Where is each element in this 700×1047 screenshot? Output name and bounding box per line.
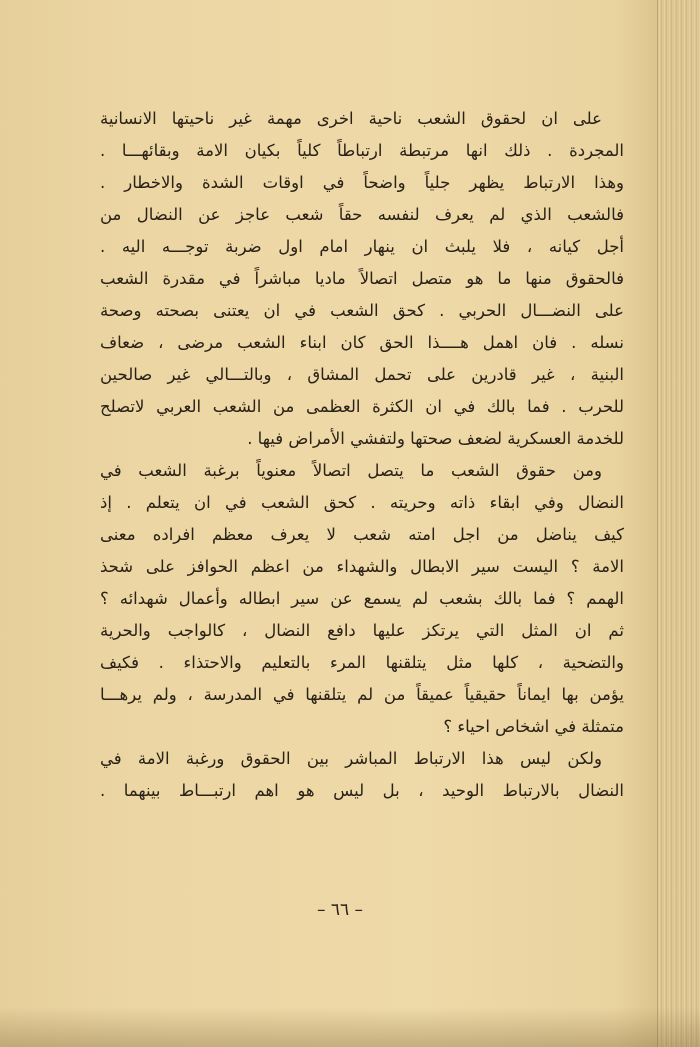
paragraph-3 — [100, 743, 624, 807]
text-line: على النضـــال الحربي . كحق الشعب في ان يعتنى بصحته وصحة — [100, 301, 624, 320]
text-line: النضال بالارتباط الوحيد ، بل ليس هو اهم ارتبـــاط بينهما . — [100, 781, 624, 800]
paragraph-1 — [100, 103, 624, 455]
text-line: للخدمة العسكرية لضعف صحتها ولتفشي الأمراض فيها . — [247, 429, 624, 448]
text-line: الهمم ؟ فما بالك بشعب لم يسمع عن سير ابطاله وأعمال شهدائه ؟ — [100, 589, 624, 608]
text-line: ولكن ليس هذا الارتباط المباشر بين الحقوق ورغبة الامة في — [100, 749, 602, 768]
text-line: المجردة . ذلك انها مرتبطة ارتباطاً كلياً بكيان الامة وبقائهـــا . — [100, 141, 624, 160]
text-line: النضال وفي ابقاء ذاته وحريته . كحق الشعب في ان يتعلم . إذ — [100, 493, 624, 512]
text-line: فالحقوق منها ما هو متصل اتصالاً ماديا مباشراً في مقدرة الشعب — [100, 269, 624, 288]
text-line: كيف يناضل من اجل امته شعب لا يعرف معظم افراده معنى — [100, 525, 624, 544]
text-line: الامة ؟ اليست سير الابطال والشهداء من اعظم الحوافز على شحذ — [100, 557, 624, 576]
text-line: على ان لحقوق الشعب ناحية اخرى مهمة غير ناحيتها الانسانية — [100, 109, 602, 128]
body-text — [100, 103, 624, 807]
text-line: نسله . فان اهمل هــــذا الحق كان ابناء الشعب مرضى ، ضعاف — [100, 333, 624, 352]
text-line: وهذا الارتباط يظهر جلياً واضحاً في اوقات الشدة والاخطار . — [100, 173, 624, 192]
text-line: والتضحية ، كلها مثل يتلقنها المرء بالتعليم والاحتذاء . فكيف — [100, 653, 624, 672]
text-line: أجل كيانه ، فلا يلبث ان ينهار امام اول ضربة توجـــه اليه . — [100, 237, 624, 256]
text-line: فالشعب الذي لم يعرف لنفسه حقاً شعب عاجز عن النضال من — [100, 205, 624, 224]
text-line: للحرب . فما بالك في ان الكثرة العظمى من الشعب العربي لاتصلح — [100, 397, 624, 416]
page-bottom-shadow — [0, 1007, 700, 1047]
text-line: متمثلة في اشخاص احياء ؟ — [443, 717, 624, 736]
text-line: يؤمن بها ايماناً حقيقياً عميقاً من لم يتلقنها في المدرسة ، ولم يرهـــا — [100, 685, 624, 704]
page-stack-edge — [657, 0, 700, 1047]
text-line: ثم ان المثل التي يرتكز عليها دافع النضال ، كالواجب والحرية — [100, 621, 624, 640]
paragraph-2 — [100, 455, 624, 743]
text-line: ومن حقوق الشعب ما يتصل اتصالاً معنوياً برغبة الشعب في — [100, 461, 602, 480]
text-line: البنية ، غير قادرين على تحمل المشاق ، وبالتـــالي غير صالحين — [100, 365, 624, 384]
page-number: – ٦٦ – — [316, 900, 364, 920]
